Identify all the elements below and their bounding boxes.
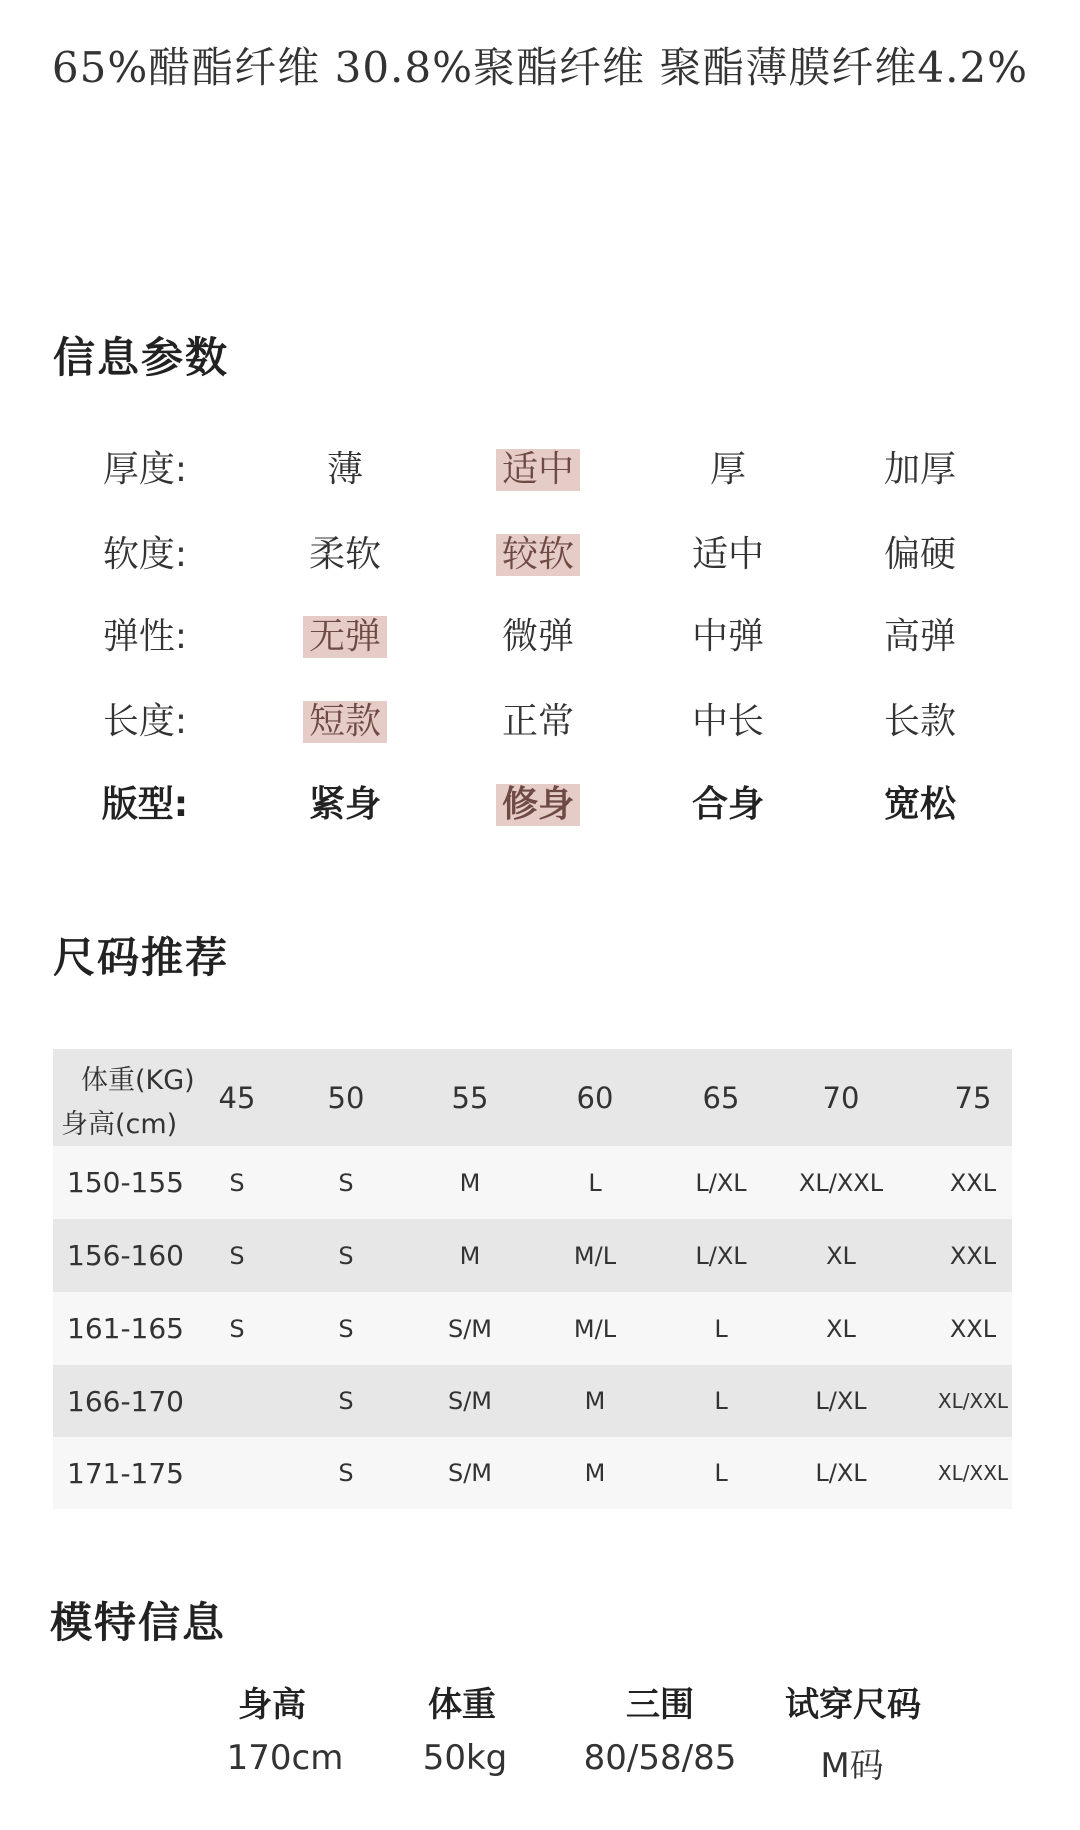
param-label: 弹性: — [102, 616, 188, 657]
param-option: 合身 — [691, 784, 764, 825]
param-option-selected: 适中 — [496, 449, 580, 491]
param-option: 适中 — [691, 534, 764, 575]
param-row — [0, 525, 1080, 585]
param-option-cell — [260, 607, 430, 667]
size-cell: S/M — [447, 1387, 493, 1415]
size-cell: XL/XXL — [937, 1461, 1009, 1485]
size-row — [53, 1292, 1012, 1365]
size-cell: S/M — [447, 1459, 493, 1487]
model-label: 身高 — [238, 1685, 306, 1725]
model-label: 体重 — [428, 1685, 496, 1725]
model-value: 170cm — [226, 1738, 344, 1778]
param-option-cell — [453, 775, 623, 835]
param-option: 宽松 — [883, 784, 956, 825]
param-label: 厚度: — [102, 449, 188, 490]
size-cell: S — [338, 1168, 354, 1197]
size-cell: M — [584, 1459, 606, 1487]
height-axis-label: 身高(cm) — [61, 1108, 178, 1140]
model-heading: 模特信息 — [50, 1598, 227, 1647]
height-range-cell: 161-165 — [67, 1312, 184, 1345]
param-option-cell — [453, 440, 623, 500]
param-option: 长款 — [883, 701, 956, 742]
height-range-cell: 166-170 — [67, 1384, 184, 1418]
param-option-cell — [453, 607, 623, 667]
size-cell: M — [459, 1168, 481, 1197]
param-option-cell — [835, 440, 1005, 500]
size-cell: XXL — [949, 1241, 997, 1270]
param-option-cell — [643, 775, 813, 835]
size-cell: XL/XXL — [798, 1168, 884, 1197]
size-row — [53, 1437, 1012, 1509]
weight-header-cell: 55 — [451, 1080, 489, 1115]
param-option-selected: 较软 — [496, 534, 580, 576]
model-label: 试穿尺码 — [785, 1685, 921, 1725]
size-cell: M/L — [573, 1241, 617, 1270]
height-range-cell: 171-175 — [67, 1456, 184, 1490]
height-range-cell: 150-155 — [67, 1166, 184, 1199]
size-cell: M/L — [573, 1314, 617, 1343]
param-option-cell — [643, 692, 813, 752]
size-cell: L — [714, 1314, 728, 1343]
size-cell: XL — [826, 1241, 856, 1270]
size-cell — [177, 1365, 297, 1437]
size-cell: S — [229, 1314, 245, 1343]
model-value: 50kg — [422, 1738, 508, 1778]
size-row — [53, 1146, 1012, 1219]
size-cell: S — [338, 1459, 354, 1487]
size-header-row — [53, 1049, 1012, 1146]
size-cell: M — [459, 1241, 481, 1270]
param-row — [0, 692, 1080, 752]
param-option: 中长 — [691, 701, 764, 742]
param-option-cell — [643, 607, 813, 667]
params-heading: 信息参数 — [53, 333, 230, 382]
param-option: 正常 — [501, 701, 574, 742]
model-value: 80/58/85 — [583, 1738, 737, 1778]
param-option-selected: 短款 — [303, 701, 387, 743]
size-cell: XXL — [949, 1168, 997, 1197]
param-row — [0, 775, 1080, 835]
size-cell: S — [229, 1241, 245, 1270]
param-option: 厚 — [709, 449, 746, 490]
size-cell: S — [338, 1241, 354, 1270]
weight-header-cell: 70 — [822, 1080, 860, 1115]
size-row — [53, 1219, 1012, 1292]
param-option-cell — [643, 440, 813, 500]
weight-header-cell: 75 — [954, 1080, 992, 1115]
param-option: 偏硬 — [883, 534, 956, 575]
param-option: 紧身 — [308, 784, 381, 825]
param-label: 软度: — [102, 534, 188, 575]
weight-header-cell: 45 — [218, 1080, 256, 1115]
param-row — [0, 440, 1080, 500]
size-cell: L — [714, 1459, 728, 1487]
param-option-cell — [835, 607, 1005, 667]
param-option-cell — [260, 525, 430, 585]
size-table — [53, 1049, 1012, 1509]
size-cell: L — [714, 1387, 728, 1415]
param-option-cell — [453, 525, 623, 585]
size-cell: XL — [826, 1314, 856, 1343]
height-range-cell: 156-160 — [67, 1239, 184, 1272]
size-cell: XL/XXL — [937, 1389, 1009, 1413]
size-cell: L/XL — [815, 1387, 867, 1415]
material-composition: 65%醋酯纤维 30.8%聚酯纤维 聚酯薄膜纤维4.2% — [51, 43, 1029, 92]
param-option: 柔软 — [308, 534, 381, 575]
param-label: 版型: — [101, 784, 189, 825]
size-cell: L/XL — [695, 1241, 747, 1270]
param-option: 薄 — [326, 449, 363, 490]
size-row — [53, 1365, 1012, 1437]
param-option-cell — [643, 525, 813, 585]
param-row — [0, 607, 1080, 667]
size-cell: XXL — [949, 1314, 997, 1343]
size-cell: S/M — [447, 1314, 493, 1343]
size-cell: L/XL — [815, 1459, 867, 1487]
weight-axis-label: 体重(KG) — [81, 1064, 195, 1096]
size-cell: S — [338, 1387, 354, 1415]
param-option-selected: 修身 — [496, 784, 580, 826]
param-option: 微弹 — [501, 616, 574, 657]
weight-header-cell: 65 — [702, 1080, 740, 1115]
size-cell: M — [584, 1387, 606, 1415]
model-label: 三围 — [626, 1685, 694, 1725]
size-heading: 尺码推荐 — [53, 933, 230, 982]
param-option-cell — [835, 525, 1005, 585]
size-cell: S — [229, 1168, 245, 1197]
param-option-selected: 无弹 — [303, 616, 387, 658]
weight-header-cell: 60 — [576, 1080, 614, 1115]
weight-header-cell: 50 — [327, 1080, 365, 1115]
param-option-cell — [835, 692, 1005, 752]
param-option: 加厚 — [883, 449, 956, 490]
param-option-cell — [260, 692, 430, 752]
param-option-cell — [260, 775, 430, 835]
size-cell: L/XL — [695, 1168, 747, 1197]
param-label: 长度: — [102, 701, 188, 742]
param-option-cell — [453, 692, 623, 752]
model-value: M码 — [820, 1746, 884, 1786]
size-cell — [177, 1437, 297, 1509]
param-option-cell — [835, 775, 1005, 835]
size-cell: L — [588, 1168, 602, 1197]
param-option: 中弹 — [691, 616, 764, 657]
size-cell: S — [338, 1314, 354, 1343]
param-option: 高弹 — [883, 616, 956, 657]
param-option-cell — [260, 440, 430, 500]
